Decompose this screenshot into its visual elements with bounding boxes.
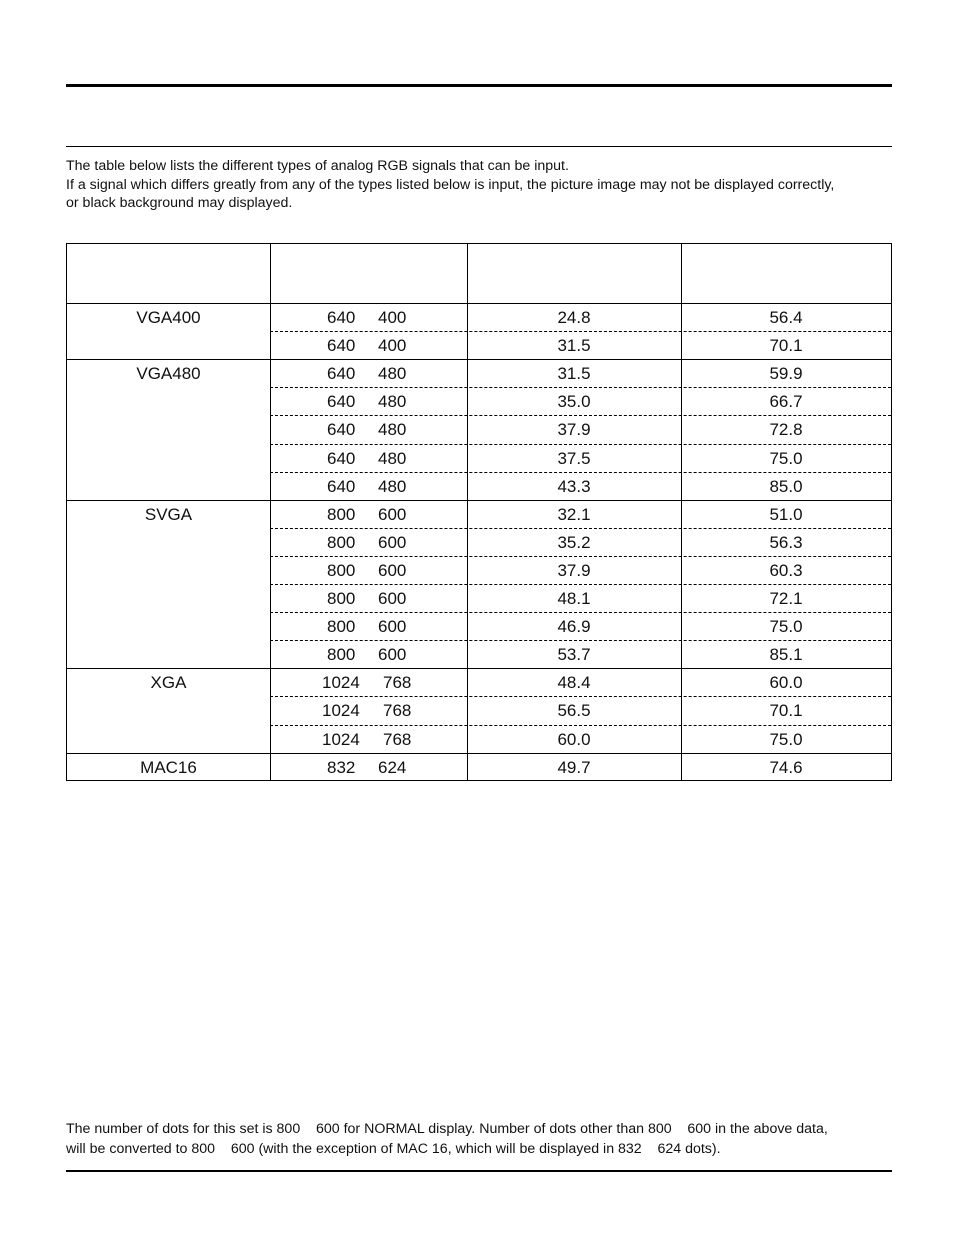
horizontal-frequency-cell: 60.0 xyxy=(557,729,591,749)
resolution-cell xyxy=(270,641,467,669)
resolution-width: 640 xyxy=(327,448,356,468)
header-cell xyxy=(67,259,270,287)
header-cell xyxy=(270,259,467,287)
signal-table xyxy=(66,243,892,781)
resolution-cell xyxy=(270,473,467,501)
resolution-height: 768 xyxy=(383,673,412,693)
resolution-cell xyxy=(270,585,467,613)
resolution-width: 640 xyxy=(327,364,356,384)
resolution-cell xyxy=(270,726,467,754)
resolution-width: 800 xyxy=(327,645,356,665)
resolution-cell xyxy=(270,613,467,641)
horizontal-frequency-cell: 46.9 xyxy=(557,617,591,637)
horizontal-frequency-cell: 48.1 xyxy=(557,589,591,608)
horizontal-frequency-cell: 48.4 xyxy=(557,673,591,693)
resolution-height: 600 xyxy=(378,645,407,665)
resolution-width: 800 xyxy=(327,532,356,552)
resolution-cell xyxy=(270,360,467,388)
footnote-line-1: The number of dots for this set is 800 600 for NORMAL display. Number of dots other than 800 600 in the above data, xyxy=(66,1121,828,1137)
horizontal-frequency-cell: 32.1 xyxy=(557,504,591,524)
vertical-frequency-cell: 85.0 xyxy=(769,476,803,496)
resolution-width: 800 xyxy=(327,560,356,580)
footnote-line-2: will be converted to 800 600 (with the exception of MAC 16, which will be displayed in 832 624 dots). xyxy=(66,1140,721,1157)
resolution-height: 480 xyxy=(378,364,407,384)
top-rule xyxy=(66,84,892,87)
resolution-cell xyxy=(270,304,467,332)
resolution-width: 800 xyxy=(327,504,356,524)
section-rule xyxy=(66,146,892,147)
resolution-width: 800 xyxy=(327,617,356,637)
vertical-frequency-cell: 70.1 xyxy=(769,701,803,721)
horizontal-frequency-cell: 35.0 xyxy=(557,392,591,412)
resolution-height: 768 xyxy=(383,729,412,749)
horizontal-frequency-cell: 56.5 xyxy=(557,701,591,721)
horizontal-frequency-cell: 43.3 xyxy=(557,476,591,496)
vertical-frequency-cell: 74.6 xyxy=(769,757,803,777)
horizontal-frequency-cell: 35.2 xyxy=(557,532,591,552)
vertical-frequency-cell: 75.0 xyxy=(769,617,803,637)
resolution-cell xyxy=(270,501,467,529)
resolution-height: 480 xyxy=(378,392,407,412)
resolution-cell xyxy=(270,697,467,725)
footnote-text xyxy=(66,1120,896,1159)
horizontal-frequency-cell: 31.5 xyxy=(557,364,591,384)
resolution-height: 480 xyxy=(378,448,407,468)
resolution-cell xyxy=(270,388,467,416)
vertical-frequency-cell: 60.3 xyxy=(769,560,803,580)
group-name-cell: XGA xyxy=(150,673,187,693)
resolution-height: 600 xyxy=(378,617,407,637)
resolution-cell xyxy=(270,529,467,557)
vertical-frequency-cell: 59.9 xyxy=(769,364,803,384)
resolution-width: 800 xyxy=(327,589,356,608)
resolution-height: 600 xyxy=(378,532,407,552)
horizontal-frequency-cell: 49.7 xyxy=(557,757,591,777)
group-name-cell: SVGA xyxy=(144,504,193,524)
vertical-frequency-cell: 72.8 xyxy=(769,420,803,440)
horizontal-frequency-cell: 37.9 xyxy=(557,420,591,440)
resolution-width: 640 xyxy=(327,336,356,356)
resolution-width: 1024 xyxy=(322,701,360,721)
group-name-cell: VGA400 xyxy=(136,308,201,327)
intro-line-3: or black background may displayed. xyxy=(66,195,293,211)
resolution-width: 640 xyxy=(327,476,356,496)
resolution-cell xyxy=(270,445,467,473)
header-cell xyxy=(467,259,681,287)
resolution-height: 624 xyxy=(378,757,407,777)
resolution-height: 600 xyxy=(378,560,407,580)
resolution-width: 640 xyxy=(327,308,356,327)
resolution-height: 600 xyxy=(378,589,407,608)
resolution-width: 640 xyxy=(327,420,356,440)
horizontal-frequency-cell: 53.7 xyxy=(557,645,591,665)
resolution-width: 1024 xyxy=(322,729,360,749)
vertical-frequency-cell: 66.7 xyxy=(769,392,803,412)
vertical-frequency-cell: 60.0 xyxy=(769,673,803,693)
vertical-frequency-cell: 72.1 xyxy=(769,589,803,608)
resolution-cell xyxy=(270,669,467,697)
resolution-height: 480 xyxy=(378,420,407,440)
group-name-cell: VGA480 xyxy=(136,364,201,384)
resolution-width: 640 xyxy=(327,392,356,412)
resolution-height: 600 xyxy=(378,504,407,524)
resolution-width: 1024 xyxy=(322,673,360,693)
resolution-cell xyxy=(270,754,467,782)
resolution-height: 480 xyxy=(378,476,407,496)
header-cell xyxy=(681,259,891,287)
vertical-frequency-cell: 56.4 xyxy=(769,308,803,327)
intro-line-1: The table below lists the different types of analog RGB signals that can be input. xyxy=(66,158,569,174)
vertical-frequency-cell: 85.1 xyxy=(769,645,803,665)
vertical-frequency-cell: 75.0 xyxy=(769,729,803,749)
horizontal-frequency-cell: 37.9 xyxy=(557,560,591,580)
resolution-height: 768 xyxy=(383,701,412,721)
vertical-frequency-cell: 56.3 xyxy=(769,532,803,552)
resolution-height: 400 xyxy=(378,336,407,356)
vertical-frequency-cell: 51.0 xyxy=(769,504,803,524)
resolution-height: 400 xyxy=(378,308,407,327)
horizontal-frequency-cell: 24.8 xyxy=(557,308,591,327)
resolution-cell xyxy=(270,557,467,585)
resolution-cell xyxy=(270,332,467,360)
intro-line-2: If a signal which differs greatly from any of the types listed below is input, the picture image may not be displayed correctly, xyxy=(66,176,835,193)
resolution-cell xyxy=(270,416,467,444)
horizontal-frequency-cell: 37.5 xyxy=(557,448,591,468)
bottom-rule xyxy=(66,1170,892,1172)
resolution-width: 832 xyxy=(327,757,356,777)
vertical-frequency-cell: 70.1 xyxy=(769,336,803,356)
intro-text xyxy=(66,157,896,213)
group-name-cell: MAC16 xyxy=(140,757,197,777)
horizontal-frequency-cell: 31.5 xyxy=(557,336,591,356)
vertical-frequency-cell: 75.0 xyxy=(769,448,803,468)
